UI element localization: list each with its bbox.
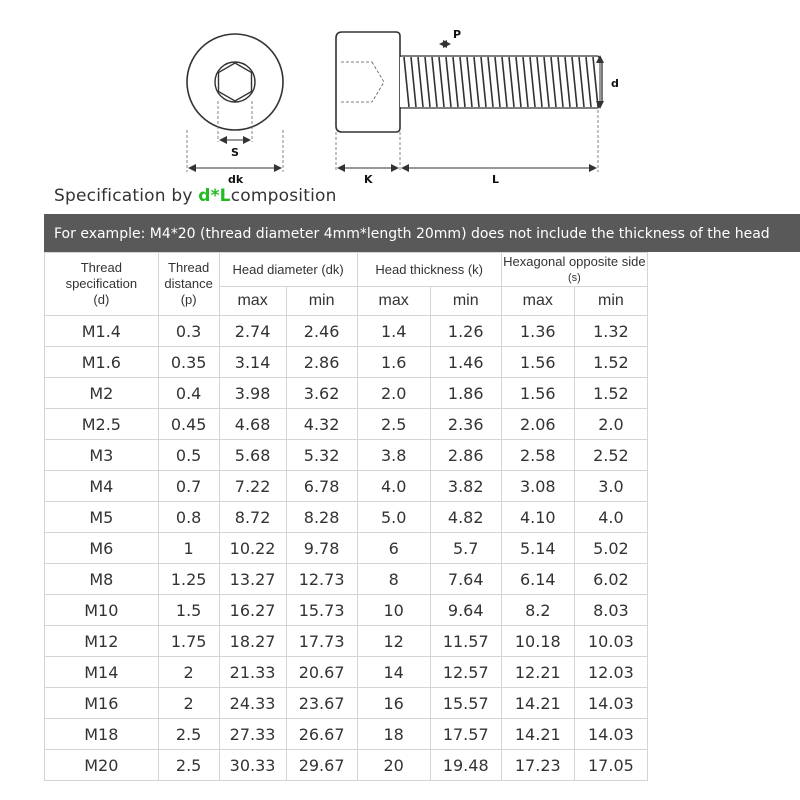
table-cell: 1.56 bbox=[501, 378, 574, 409]
table-cell: 6 bbox=[357, 533, 430, 564]
table-row bbox=[45, 719, 648, 750]
header-max: max bbox=[501, 287, 574, 316]
header-thread-spec: Thread specification (d) bbox=[45, 253, 159, 316]
table-cell: 5.7 bbox=[430, 533, 501, 564]
table-cell: 2.52 bbox=[574, 440, 647, 471]
table-cell: 2.86 bbox=[430, 440, 501, 471]
table-cell: 8.03 bbox=[574, 595, 647, 626]
table-row bbox=[45, 564, 648, 595]
table-cell: 2.58 bbox=[501, 440, 574, 471]
table-cell: 20.67 bbox=[286, 657, 357, 688]
table-cell: 12 bbox=[357, 626, 430, 657]
table-row bbox=[45, 657, 648, 688]
table-cell: 3.8 bbox=[357, 440, 430, 471]
table-cell: 1.5 bbox=[158, 595, 219, 626]
table-cell: 17.57 bbox=[430, 719, 501, 750]
table-cell: 11.57 bbox=[430, 626, 501, 657]
table-cell: 8.72 bbox=[219, 502, 286, 533]
table-row bbox=[45, 595, 648, 626]
table-cell: 5.02 bbox=[574, 533, 647, 564]
table-row bbox=[45, 471, 648, 502]
table-cell: 15.73 bbox=[286, 595, 357, 626]
table-cell: 4.0 bbox=[357, 471, 430, 502]
table-row bbox=[45, 502, 648, 533]
table-cell: 13.27 bbox=[219, 564, 286, 595]
table-cell: 0.3 bbox=[158, 316, 219, 347]
table-cell: 3.14 bbox=[219, 347, 286, 378]
table-cell: 0.35 bbox=[158, 347, 219, 378]
table-cell: 4.68 bbox=[219, 409, 286, 440]
table-cell: 3.98 bbox=[219, 378, 286, 409]
table-row bbox=[45, 409, 648, 440]
caption-suffix: composition bbox=[230, 186, 337, 206]
specification-caption bbox=[54, 186, 337, 206]
table-cell: 1.32 bbox=[574, 316, 647, 347]
table-cell: 4.10 bbox=[501, 502, 574, 533]
table-cell: 14.21 bbox=[501, 688, 574, 719]
s-label: S bbox=[231, 146, 239, 159]
table-row bbox=[45, 626, 648, 657]
table-cell: 2.5 bbox=[357, 409, 430, 440]
table-cell: 26.67 bbox=[286, 719, 357, 750]
table-cell: 2 bbox=[158, 657, 219, 688]
table-cell: 4.32 bbox=[286, 409, 357, 440]
table-cell: 24.33 bbox=[219, 688, 286, 719]
table-cell: M6 bbox=[45, 533, 159, 564]
table-cell: 0.45 bbox=[158, 409, 219, 440]
header-min: min bbox=[574, 287, 647, 316]
table-cell: M3 bbox=[45, 440, 159, 471]
table-cell: 2.36 bbox=[430, 409, 501, 440]
dk-label: dk bbox=[228, 173, 244, 186]
table-cell: 16.27 bbox=[219, 595, 286, 626]
table-cell: 29.67 bbox=[286, 750, 357, 781]
table-cell: 2.86 bbox=[286, 347, 357, 378]
example-banner: For example: M4*20 (thread diameter 4mm*length 20mm) does not include the thickness of the head bbox=[44, 214, 800, 252]
header-head-thickness: Head thickness (k) bbox=[357, 253, 501, 287]
spec-table-body bbox=[45, 316, 648, 781]
table-cell: M20 bbox=[45, 750, 159, 781]
table-cell: 27.33 bbox=[219, 719, 286, 750]
k-label: K bbox=[364, 173, 373, 186]
table-cell: M1.6 bbox=[45, 347, 159, 378]
table-row bbox=[45, 347, 648, 378]
caption-highlight: d*L bbox=[198, 186, 231, 206]
table-cell: 16 bbox=[357, 688, 430, 719]
table-cell: 4.0 bbox=[574, 502, 647, 533]
table-cell: 30.33 bbox=[219, 750, 286, 781]
table-cell: 1.25 bbox=[158, 564, 219, 595]
table-cell: 2.0 bbox=[357, 378, 430, 409]
table-cell: 6.14 bbox=[501, 564, 574, 595]
table-cell: 1.56 bbox=[501, 347, 574, 378]
table-cell: 12.03 bbox=[574, 657, 647, 688]
header-min: min bbox=[430, 287, 501, 316]
table-cell: 1.6 bbox=[357, 347, 430, 378]
table-cell: 12.21 bbox=[501, 657, 574, 688]
header-max: max bbox=[357, 287, 430, 316]
table-cell: M8 bbox=[45, 564, 159, 595]
table-cell: 10.03 bbox=[574, 626, 647, 657]
table-row bbox=[45, 378, 648, 409]
table-cell: 5.14 bbox=[501, 533, 574, 564]
table-cell: 8.2 bbox=[501, 595, 574, 626]
caption-prefix: Specification by bbox=[54, 186, 199, 206]
table-cell: 23.67 bbox=[286, 688, 357, 719]
table-row bbox=[45, 316, 648, 347]
table-cell: 6.02 bbox=[574, 564, 647, 595]
table-cell: 5.32 bbox=[286, 440, 357, 471]
table-cell: 12.57 bbox=[430, 657, 501, 688]
table-cell: M4 bbox=[45, 471, 159, 502]
header-hex-side: Hexagonal opposite side (s) bbox=[501, 253, 647, 287]
table-cell: M18 bbox=[45, 719, 159, 750]
table-cell: 8.28 bbox=[286, 502, 357, 533]
table-cell: 14 bbox=[357, 657, 430, 688]
table-cell: 1.52 bbox=[574, 347, 647, 378]
d-label: d bbox=[611, 77, 619, 90]
table-cell: 3.0 bbox=[574, 471, 647, 502]
table-cell: 0.8 bbox=[158, 502, 219, 533]
header-min: min bbox=[286, 287, 357, 316]
l-label: L bbox=[492, 173, 500, 186]
screw-side-view bbox=[336, 28, 619, 186]
table-cell: 0.4 bbox=[158, 378, 219, 409]
table-cell: 2.0 bbox=[574, 409, 647, 440]
table-cell: 17.23 bbox=[501, 750, 574, 781]
table-cell: 6.78 bbox=[286, 471, 357, 502]
table-cell: 1.26 bbox=[430, 316, 501, 347]
table-cell: 1 bbox=[158, 533, 219, 564]
table-cell: 18 bbox=[357, 719, 430, 750]
header-max: max bbox=[219, 287, 286, 316]
table-cell: 3.62 bbox=[286, 378, 357, 409]
table-cell: 17.73 bbox=[286, 626, 357, 657]
table-cell: 18.27 bbox=[219, 626, 286, 657]
p-label: P bbox=[453, 28, 462, 41]
table-cell: 7.64 bbox=[430, 564, 501, 595]
table-row bbox=[45, 750, 648, 781]
hex-socket-icon bbox=[219, 63, 252, 101]
table-cell: 5.68 bbox=[219, 440, 286, 471]
table-cell: 14.03 bbox=[574, 688, 647, 719]
table-cell: 21.33 bbox=[219, 657, 286, 688]
table-cell: M10 bbox=[45, 595, 159, 626]
table-cell: 15.57 bbox=[430, 688, 501, 719]
table-cell: 14.21 bbox=[501, 719, 574, 750]
table-cell: M16 bbox=[45, 688, 159, 719]
table-cell: 20 bbox=[357, 750, 430, 781]
table-cell: 2.74 bbox=[219, 316, 286, 347]
table-row bbox=[45, 533, 648, 564]
table-cell: 12.73 bbox=[286, 564, 357, 595]
table-cell: 8 bbox=[357, 564, 430, 595]
table-cell: 5.0 bbox=[357, 502, 430, 533]
table-cell: 10 bbox=[357, 595, 430, 626]
table-cell: 1.36 bbox=[501, 316, 574, 347]
table-cell: M14 bbox=[45, 657, 159, 688]
screw-dimension-diagram bbox=[0, 0, 800, 190]
table-cell: M2 bbox=[45, 378, 159, 409]
table-cell: 1.46 bbox=[430, 347, 501, 378]
spec-table bbox=[44, 252, 648, 781]
table-cell: 2.06 bbox=[501, 409, 574, 440]
table-row bbox=[45, 440, 648, 471]
head-top-view bbox=[187, 34, 283, 186]
table-row bbox=[45, 688, 648, 719]
table-cell: M5 bbox=[45, 502, 159, 533]
table-cell: 3.82 bbox=[430, 471, 501, 502]
header-head-diameter: Head diameter (dk) bbox=[219, 253, 357, 287]
table-cell: 7.22 bbox=[219, 471, 286, 502]
table-cell: M1.4 bbox=[45, 316, 159, 347]
table-cell: M12 bbox=[45, 626, 159, 657]
table-cell: 0.5 bbox=[158, 440, 219, 471]
header-thread-distance: Thread distance (p) bbox=[158, 253, 219, 316]
table-cell: 2.5 bbox=[158, 719, 219, 750]
table-cell: 10.18 bbox=[501, 626, 574, 657]
table-cell: 3.08 bbox=[501, 471, 574, 502]
table-cell: 2.46 bbox=[286, 316, 357, 347]
table-cell: 2.5 bbox=[158, 750, 219, 781]
table-cell: 1.86 bbox=[430, 378, 501, 409]
table-cell: 4.82 bbox=[430, 502, 501, 533]
table-cell: 1.4 bbox=[357, 316, 430, 347]
table-cell: 0.7 bbox=[158, 471, 219, 502]
table-cell: 10.22 bbox=[219, 533, 286, 564]
table-cell: 9.78 bbox=[286, 533, 357, 564]
table-cell: 19.48 bbox=[430, 750, 501, 781]
table-cell: 14.03 bbox=[574, 719, 647, 750]
table-cell: 9.64 bbox=[430, 595, 501, 626]
table-cell: 1.75 bbox=[158, 626, 219, 657]
table-cell: 1.52 bbox=[574, 378, 647, 409]
table-cell: M2.5 bbox=[45, 409, 159, 440]
table-cell: 17.05 bbox=[574, 750, 647, 781]
table-cell: 2 bbox=[158, 688, 219, 719]
